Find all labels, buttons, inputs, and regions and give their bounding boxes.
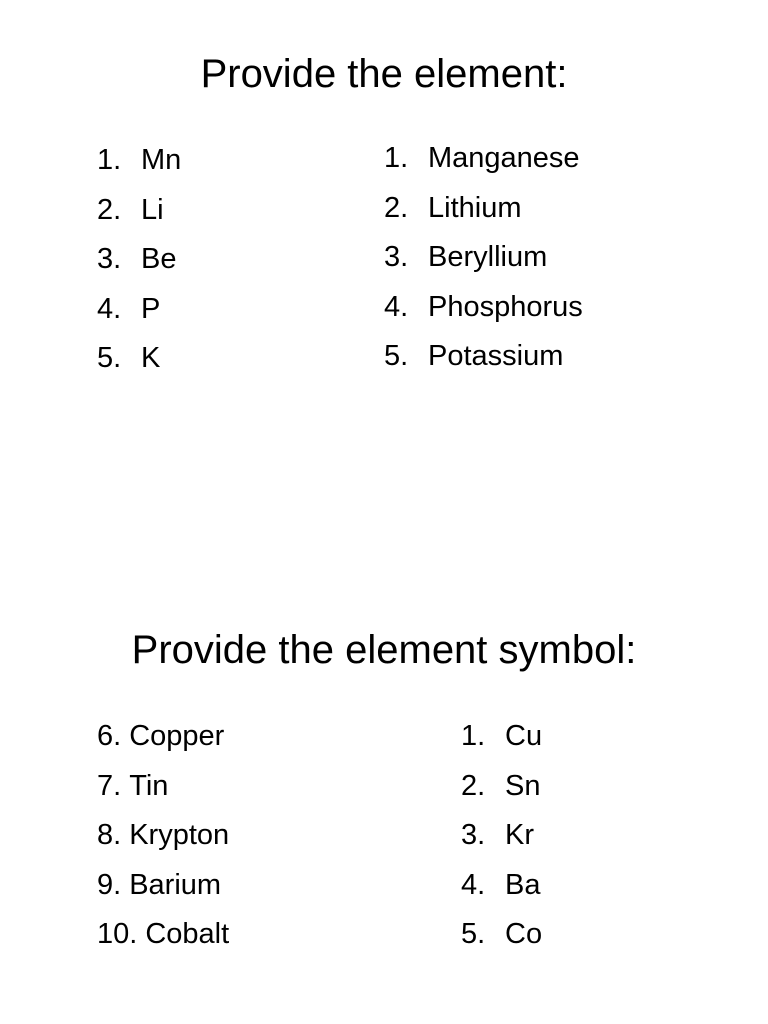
item-number: 2. — [384, 191, 409, 224]
item-text: Be — [141, 243, 177, 275]
item-number: 1. — [384, 142, 409, 174]
symbol-question-list — [97, 136, 181, 384]
list-item — [97, 334, 181, 384]
item-text: Lithium — [428, 191, 522, 224]
item-number: 2. — [461, 769, 486, 802]
item-number: 1. — [97, 144, 122, 176]
list-item — [384, 332, 583, 382]
item-number: 1. — [461, 720, 486, 752]
item-number: 8. — [97, 819, 122, 851]
symbol-answer-list — [461, 712, 542, 960]
item-text: Tin — [129, 769, 169, 802]
list-item — [384, 134, 583, 184]
item-number: 6. — [97, 720, 122, 752]
item-text: Li — [141, 193, 164, 226]
item-text: Kr — [505, 819, 534, 851]
section-title-element-symbol: Provide the element symbol: — [131, 628, 637, 672]
list-item — [97, 186, 181, 236]
list-item — [461, 861, 542, 911]
item-text: Cu — [505, 720, 543, 752]
list-item — [97, 285, 181, 335]
section-title-element: Provide the element: — [200, 52, 568, 96]
item-text: P — [141, 292, 161, 325]
list-item — [461, 910, 542, 960]
item-text: Copper — [129, 720, 225, 752]
list-item — [97, 235, 181, 285]
item-text: Mn — [141, 144, 182, 176]
list-item — [97, 861, 229, 911]
item-number: 4. — [384, 290, 409, 323]
item-number: 5. — [461, 918, 486, 950]
item-text: Cobalt — [145, 918, 230, 950]
item-number: 10. — [97, 918, 138, 950]
list-item — [384, 184, 583, 234]
list-item — [461, 762, 542, 812]
list-item — [97, 762, 229, 812]
item-text: Manganese — [428, 142, 580, 174]
item-number: 3. — [384, 241, 409, 273]
item-text: Ba — [505, 868, 541, 901]
item-text: Potassium — [428, 340, 564, 372]
item-text: K — [141, 342, 161, 374]
list-item — [461, 811, 542, 861]
item-number: 9. — [97, 868, 122, 901]
element-name-answer-list — [384, 134, 583, 382]
list-item — [97, 811, 229, 861]
item-text: Sn — [505, 769, 541, 802]
list-item — [384, 233, 583, 283]
item-number: 5. — [384, 340, 409, 372]
item-text: Beryllium — [428, 241, 548, 273]
list-item — [97, 712, 229, 762]
item-number: 3. — [461, 819, 486, 851]
list-item — [384, 283, 583, 333]
item-number: 3. — [97, 243, 122, 275]
list-item — [461, 712, 542, 762]
item-number: 4. — [461, 868, 486, 901]
item-number: 5. — [97, 342, 122, 374]
item-number: 4. — [97, 292, 122, 325]
item-text: Phosphorus — [428, 290, 583, 323]
item-text: Co — [505, 918, 543, 950]
list-item — [97, 136, 181, 186]
list-item — [97, 910, 229, 960]
item-number: 2. — [97, 193, 122, 226]
item-text: Barium — [129, 868, 222, 901]
item-text: Krypton — [129, 819, 230, 851]
element-name-question-list — [97, 712, 229, 960]
item-number: 7. — [97, 769, 122, 802]
